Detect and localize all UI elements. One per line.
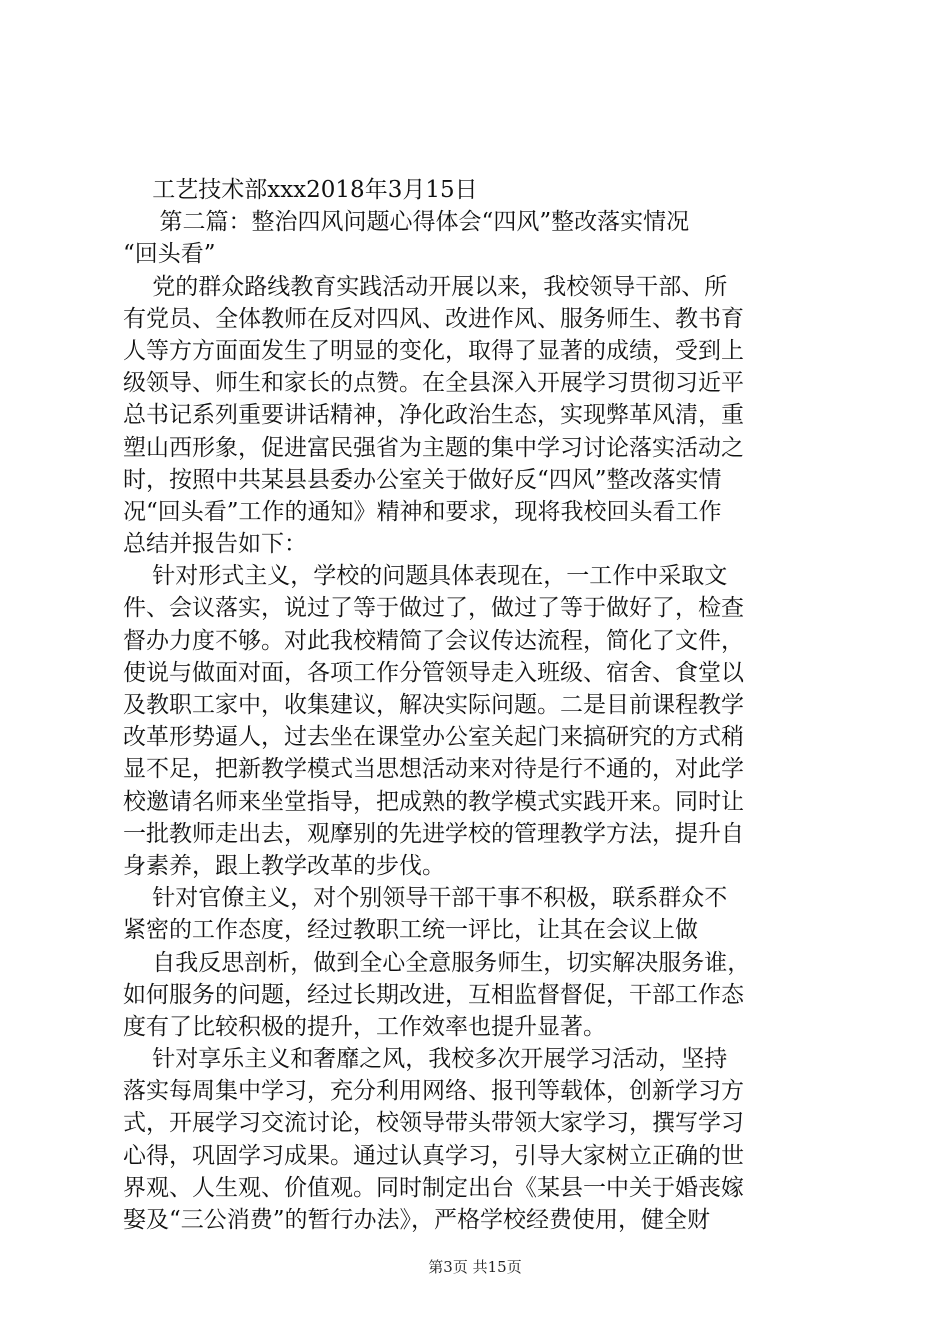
text-line: 总书记系列重要讲话精神，净化政治生态，实现弊革风清，重	[123, 402, 744, 429]
text-line: 总结并报告如下：	[123, 531, 307, 558]
text-line-section-title-cont: “回头看”	[123, 241, 216, 268]
text-line: 式，开展学习交流讨论，校领导带头带领大家学习，撰写学习	[123, 1110, 744, 1137]
text-line: 及教职工家中，收集建议，解决实际问题。二是目前课程教学	[123, 692, 744, 718]
text-line: 改革形势逼人，过去坐在课堂办公室关起门来搞研究的方式稍	[123, 724, 744, 751]
text-line: 紧密的工作态度，经过教职工统一评比，让其在会议上做	[123, 917, 698, 944]
text-line: 落实每周集中学习，充分利用网络、报刊等载体，创新学习方	[123, 1078, 744, 1105]
text-line: 如何服务的问题，经过长期改进，互相监督督促，干部工作态	[123, 981, 744, 1008]
text-line: 况“回头看”工作的通知》精神和要求，现将我校回头看工作	[123, 498, 722, 525]
text-line: 使说与做面对面，各项工作分管领导走入班级、宿舍、食堂以	[123, 659, 744, 686]
text-line: 界观、人生观、价值观。同时制定出台《某县一中关于婚丧嫁	[123, 1174, 744, 1201]
text-line-date: 工艺技术部xxx2018年3月15日	[123, 177, 478, 203]
text-line: 时，按照中共某县县委办公室关于做好反“四风”整改落实情	[123, 466, 722, 493]
document-body	[123, 174, 829, 1236]
text-line: 人等方方面面发生了明显的变化，取得了显著的成绩，受到上	[123, 337, 744, 364]
text-line: 有党员、全体教师在反对四风、改进作风、服务师生、教书育	[123, 305, 744, 332]
text-line: 度有了比较积极的提升，工作效率也提升显著。	[123, 1013, 606, 1040]
text-line: 校邀请名师来坐堂指导，把成熟的教学模式实践开来。同时让	[123, 788, 744, 815]
text-line: 心得，巩固学习成果。通过认真学习，引导大家树立正确的世	[123, 1142, 744, 1169]
text-line: 娶及“三公消费”的暂行办法》，严格学校经费使用，健全财	[123, 1207, 711, 1233]
text-line: 党的群众路线教育实践活动开展以来，我校领导干部、所	[123, 273, 728, 300]
text-line: 针对形式主义，学校的问题具体表现在，一工作中采取文	[123, 563, 728, 590]
text-line-section-title: 第二篇：整治四风问题心得体会“四风”整改落实情况	[123, 209, 690, 236]
text-line: 针对官僚主义，对个别领导干部干事不积极，联系群众不	[123, 885, 728, 912]
text-line: 件、会议落实，说过了等于做过了，做过了等于做好了，检查	[123, 595, 744, 622]
text-line: 身素养，跟上教学改革的步伐。	[123, 852, 445, 879]
page-number-footer: 第3页 共15页	[428, 1258, 522, 1276]
text-line: 督办力度不够。对此我校精简了会议传达流程，简化了文件，	[123, 627, 744, 654]
text-line: 自我反思剖析，做到全心全意服务师生，切实解决服务谁，	[123, 949, 751, 976]
text-line: 级领导、师生和家长的点赞。在全县深入开展学习贯彻习近平	[123, 370, 744, 397]
text-line: 针对享乐主义和奢靡之风，我校多次开展学习活动，坚持	[123, 1046, 728, 1073]
text-line: 一批教师走出去，观摩别的先进学校的管理教学方法，提升自	[123, 820, 744, 847]
text-line: 塑山西形象，促进富民强省为主题的集中学习讨论落实活动之	[123, 434, 744, 461]
text-line: 显不足，把新教学模式当思想活动来对待是行不通的，对此学	[123, 756, 744, 783]
